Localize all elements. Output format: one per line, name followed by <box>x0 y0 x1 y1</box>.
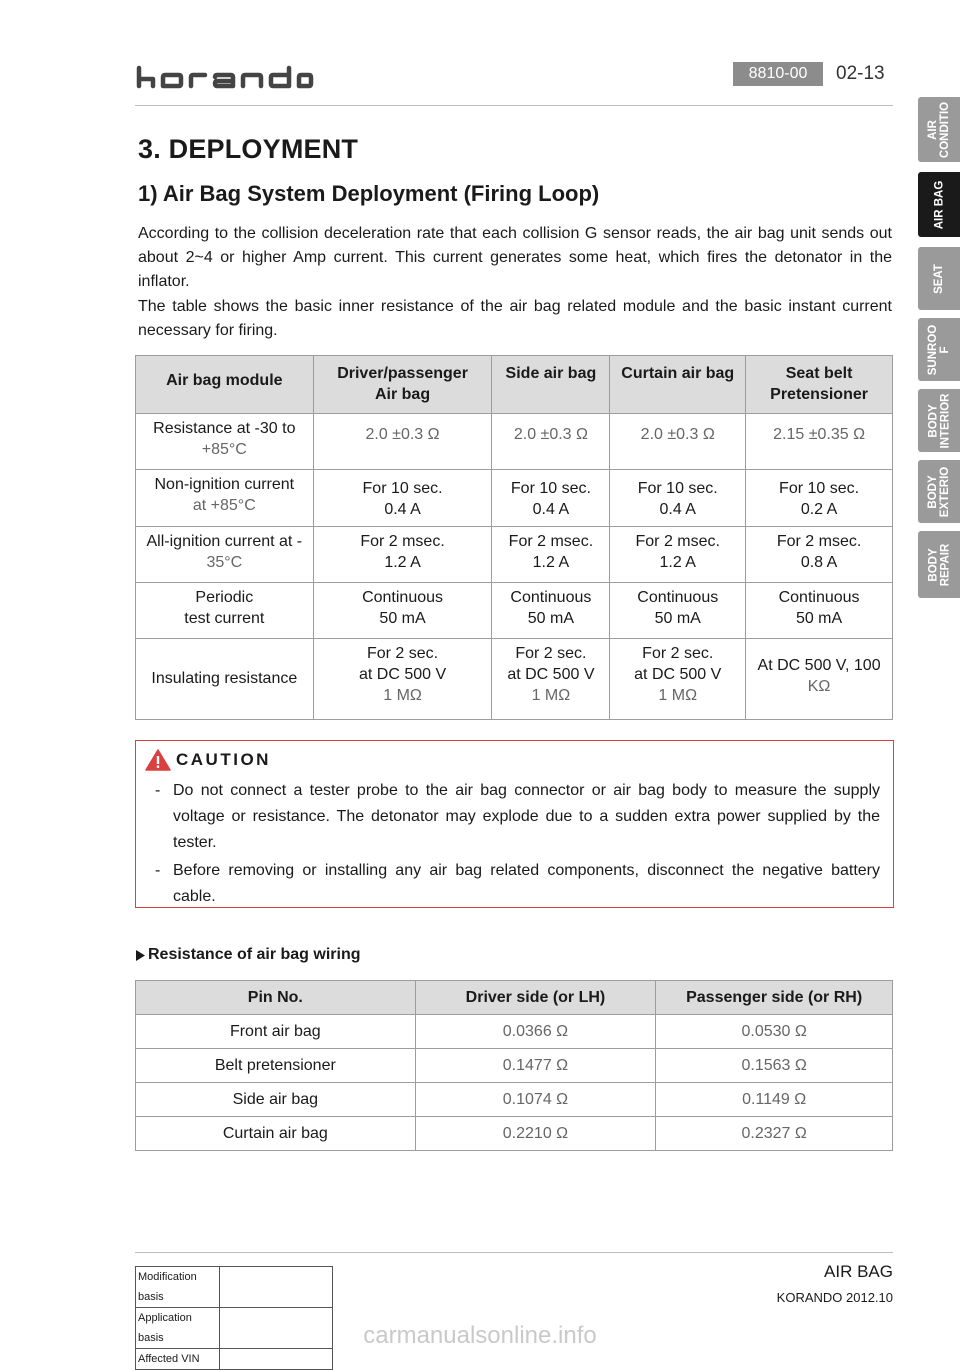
table-cell: Side air bag <box>136 1083 416 1117</box>
cell-line: For 2 sec. <box>642 645 714 662</box>
table-cell: 2.0 ±0.3 Ω <box>492 414 610 470</box>
row-label <box>136 414 314 470</box>
cell-line: at DC 500 V <box>507 666 595 683</box>
cell-line: Continuous <box>778 589 860 606</box>
side-tab-label: AIR CONDITIO <box>927 101 952 158</box>
cell-line: Non-ignition current <box>154 476 295 493</box>
table-row <box>136 1083 893 1117</box>
footer-model-date: KORANDO 2012.10 <box>776 1290 893 1305</box>
side-tab-air-bag[interactable] <box>918 172 960 237</box>
section-code-badge: 8810-00 <box>733 62 823 86</box>
side-tab-label: BODY EXTERIO <box>927 466 952 517</box>
table-cell <box>610 527 746 583</box>
table-cell <box>746 639 893 720</box>
table-cell <box>746 583 893 639</box>
table-cell: 0.0530 Ω <box>656 1015 893 1049</box>
modification-table <box>135 1266 333 1370</box>
cell-line: 50 mA <box>527 610 575 627</box>
table-cell: Front air bag <box>136 1015 416 1049</box>
cell-line: For 2 sec. <box>515 645 587 662</box>
table-header: Pin No. <box>136 981 416 1015</box>
footer-divider <box>135 1252 893 1253</box>
caution-list <box>155 778 880 912</box>
cell-line: 1.2 A <box>532 554 570 571</box>
triangle-bullet-icon <box>135 949 146 962</box>
footer-section-title: AIR BAG <box>824 1262 893 1281</box>
side-tab-label: SUNROO F <box>927 324 952 375</box>
cell-line: 50 mA <box>795 610 843 627</box>
table-row <box>136 1015 893 1049</box>
side-tab-label: BODY INTERIOR <box>927 393 952 448</box>
cell-line: For 2 msec. <box>635 533 720 550</box>
table-cell <box>610 639 746 720</box>
modification-value <box>220 1267 333 1308</box>
table-description-paragraph: The table shows the basic inner resistance of the air bag related module and the basic instant current necessary for firing. <box>138 298 892 339</box>
cell-line: 1.2 A <box>659 554 696 571</box>
table-cell: 0.0366 Ω <box>415 1015 656 1049</box>
cell-line: +85°C <box>201 441 247 458</box>
cell-line: KΩ <box>807 678 831 695</box>
cell-line: Continuous <box>362 589 444 606</box>
table-cell <box>492 470 610 527</box>
table-cell <box>610 583 746 639</box>
table-cell <box>746 470 893 527</box>
cell-line: 0.4 A <box>384 501 421 518</box>
page-number: 02-13 <box>836 63 885 84</box>
cell-line: 35°C <box>206 554 243 571</box>
side-tab-seat[interactable] <box>918 247 960 310</box>
table-cell <box>610 470 746 527</box>
cell-line: Continuous <box>637 589 719 606</box>
cell-line: Periodic <box>195 589 254 606</box>
cell-line: at DC 500 V <box>358 666 447 683</box>
row-label <box>136 527 314 583</box>
cell-line: All-ignition current at - <box>146 533 303 550</box>
row-label <box>136 583 314 639</box>
modification-value <box>220 1349 333 1370</box>
cell-line: at DC 500 V <box>634 666 722 683</box>
wiring-resistance-table <box>135 980 893 1151</box>
modification-label: Modification basis <box>136 1267 220 1308</box>
cell-line: Resistance at -30 to <box>153 420 296 437</box>
warning-triangle-icon <box>145 749 171 771</box>
table-cell: 0.1563 Ω <box>656 1049 893 1083</box>
side-tab-body-repair[interactable] <box>918 531 960 598</box>
cell-line: 1 MΩ <box>531 687 571 704</box>
side-tab-air-conditioning[interactable] <box>918 97 960 162</box>
table-cell: 0.2210 Ω <box>415 1117 656 1151</box>
wiring-heading: Resistance of air bag wiring <box>148 946 361 963</box>
cell-line: 50 mA <box>654 610 701 627</box>
table-header: Side air bag <box>492 356 610 414</box>
table-cell: 2.0 ±0.3 Ω <box>610 414 746 470</box>
cell-line: 1.2 A <box>384 554 421 571</box>
table-header: Seat belt Pretensioner <box>746 356 893 414</box>
cell-line: For 10 sec. <box>362 480 443 497</box>
table-cell: 2.15 ±0.35 Ω <box>746 414 893 470</box>
row-label: Insulating resistance <box>136 639 314 720</box>
table-header: Passenger side (or RH) <box>656 981 893 1015</box>
cell-line: 0.8 A <box>800 554 838 571</box>
caution-item: - Do not connect a tester probe to the air bag connector or air bag body to measure the supply voltage or resistance. The detonator may explode due to a sudden extra power supplied by the tester. <box>155 778 880 856</box>
cell-line: For 2 msec. <box>508 533 594 550</box>
table-cell <box>492 527 610 583</box>
cell-line: For 10 sec. <box>637 480 718 497</box>
table-cell: 0.1149 Ω <box>656 1083 893 1117</box>
table-cell: 0.1074 Ω <box>415 1083 656 1117</box>
cell-line: test current <box>184 610 265 627</box>
cell-line: Continuous <box>510 589 592 606</box>
table-cell <box>313 583 492 639</box>
table-cell <box>313 639 492 720</box>
table-header: Driver side (or LH) <box>415 981 656 1015</box>
cell-line: 0.4 A <box>659 501 696 518</box>
table-header: Driver/passenger Air bag <box>313 356 492 414</box>
cell-line: For 10 sec. <box>510 480 591 497</box>
cell-line: At DC 500 V, 100 <box>757 657 881 674</box>
cell-line: 0.2 A <box>800 501 838 518</box>
table-row <box>136 1049 893 1083</box>
table-cell: Curtain air bag <box>136 1117 416 1151</box>
side-tab-sunroof[interactable] <box>918 318 960 381</box>
cell-line: For 2 msec. <box>776 533 862 550</box>
cell-line: 50 mA <box>379 610 426 627</box>
side-tab-label: AIR BAG <box>933 180 945 229</box>
intro-paragraph: According to the collision deceleration rate that each collision G sensor reads, the air bag unit sends out about 2~4 or higher Amp current. This current generates some heat, which fires the detonator in the inflator. <box>138 225 892 290</box>
side-tab-label: BODY REPAIR <box>927 543 952 586</box>
cell-line: 1 MΩ <box>383 687 422 704</box>
korando-logo <box>135 64 315 90</box>
cell-line: 1 MΩ <box>658 687 698 704</box>
caution-item: - Before removing or installing any air bag related components, disconnect the negative battery cable. <box>155 858 880 910</box>
watermark: carmanualsonline.info <box>363 1322 597 1349</box>
modification-label: Affected VIN <box>136 1349 220 1370</box>
cell-line: For 2 msec. <box>360 533 445 550</box>
table-cell <box>746 527 893 583</box>
cell-line: For 10 sec. <box>779 480 860 497</box>
caution-title: CAUTION <box>176 750 271 769</box>
airbag-spec-table <box>135 355 893 720</box>
side-tab-body-exterior[interactable] <box>918 460 960 523</box>
table-cell: 0.1477 Ω <box>415 1049 656 1083</box>
table-header: Curtain air bag <box>610 356 746 414</box>
table-cell <box>313 470 492 527</box>
header-divider <box>135 105 893 106</box>
table-header: Air bag module <box>136 356 314 414</box>
table-cell: 0.2327 Ω <box>656 1117 893 1151</box>
cell-line: at +85°C <box>192 497 256 514</box>
table-row <box>136 1117 893 1151</box>
row-label <box>136 470 314 527</box>
table-cell <box>313 527 492 583</box>
modification-label: Application basis <box>136 1308 220 1349</box>
table-cell: 2.0 ±0.3 Ω <box>313 414 492 470</box>
table-cell: Belt pretensioner <box>136 1049 416 1083</box>
section-heading: 3. DEPLOYMENT <box>138 134 359 164</box>
side-tab-label: SEAT <box>932 263 945 294</box>
sub-heading: 1) Air Bag System Deployment (Firing Loop) <box>138 181 600 206</box>
table-cell <box>492 583 610 639</box>
cell-line: For 2 sec. <box>366 645 439 662</box>
table-cell <box>492 639 610 720</box>
side-tab-body-interior[interactable] <box>918 389 960 452</box>
cell-line: 0.4 A <box>532 501 570 518</box>
